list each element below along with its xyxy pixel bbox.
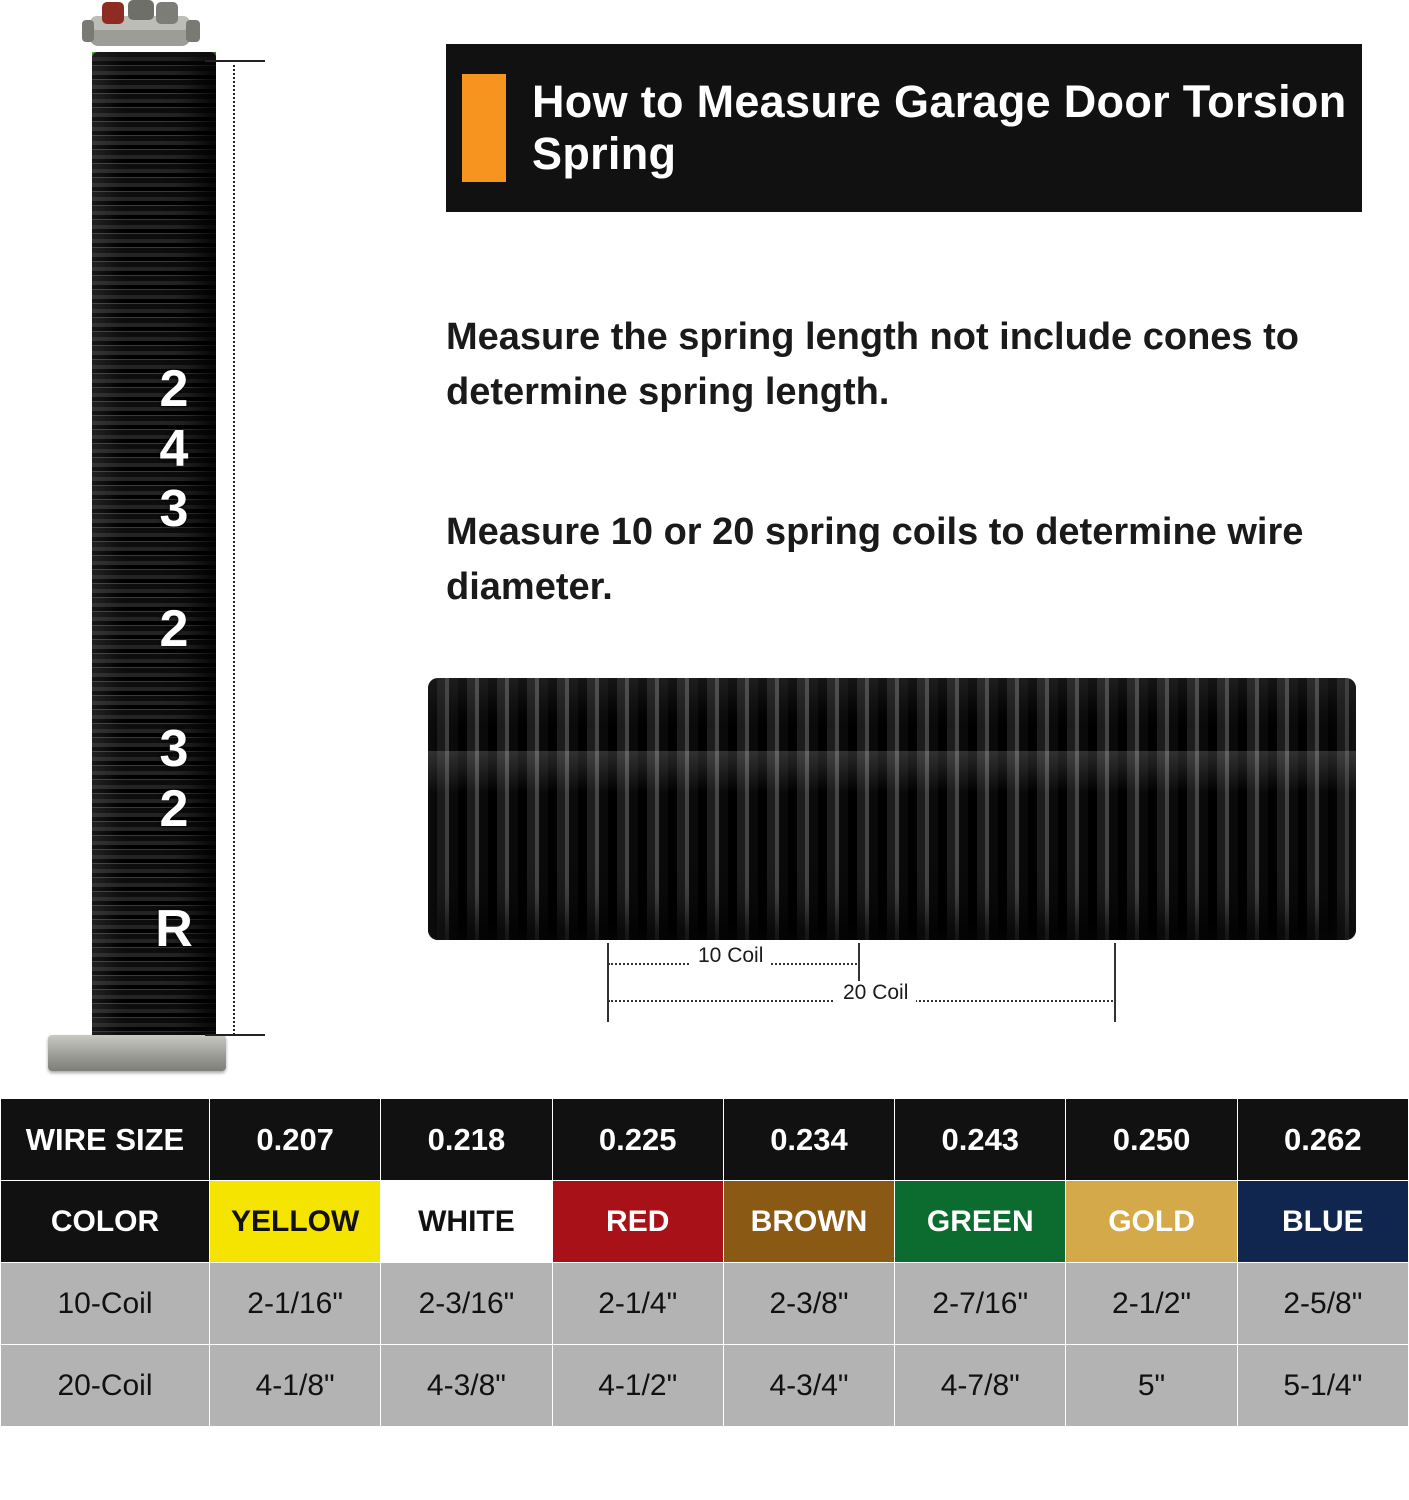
table-cell: 4-7/8" [895,1345,1066,1427]
row-label: 10-Coil [1,1263,210,1345]
coil-closeup-photo [428,678,1356,940]
table-cell: 2-3/16" [381,1263,552,1345]
twenty-coil-label: 20 Coil [835,981,916,1005]
table-cell: BROWN [723,1181,894,1263]
title-banner [446,44,1362,212]
twenty-coil-tick-right [1114,943,1116,1022]
table-cell: 2-1/4" [552,1263,723,1345]
table-cell: 0.250 [1066,1099,1237,1181]
table-cell: 5-1/4" [1237,1345,1408,1427]
table-cell: 0.218 [381,1099,552,1181]
table-row [1,1263,1409,1345]
page-title: How to Measure Garage Door Torsion Spring [532,76,1347,179]
spring-stamp-label: 243 2 32 R [145,360,203,960]
table-cell: 0.243 [895,1099,1066,1181]
spring-cone-icon [72,0,208,56]
table-cell: 0.234 [723,1099,894,1181]
wire-size-color-table [0,1098,1409,1427]
measure-length-line [233,60,237,1035]
table-cell: 2-3/8" [723,1263,894,1345]
instruction-text-1: Measure the spring length not include cones to determine spring length. [446,316,1299,414]
row-label: WIRE SIZE [1,1099,210,1181]
table-row [1,1181,1409,1263]
table-cell: BLUE [1237,1181,1408,1263]
table-cell: 0.225 [552,1099,723,1181]
measure-cap-bottom [205,1034,265,1036]
spring-mounting-plate [48,1035,226,1071]
ten-coil-label: 10 Coil [690,944,771,968]
table-cell: 0.207 [210,1099,381,1181]
table-cell: 4-3/4" [723,1345,894,1427]
table-cell: 0.262 [1237,1099,1408,1181]
table-cell: 4-1/8" [210,1345,381,1427]
row-label: COLOR [1,1181,210,1263]
table-cell: GREEN [895,1181,1066,1263]
table-cell: 4-1/2" [552,1345,723,1427]
table-cell: 2-7/16" [895,1263,1066,1345]
row-label: 20-Coil [1,1345,210,1427]
table-cell: GOLD [1066,1181,1237,1263]
title-accent-bar [462,74,506,182]
table-cell: RED [552,1181,723,1263]
table-body [1,1099,1409,1427]
table-cell: 2-1/16" [210,1263,381,1345]
table-cell: WHITE [381,1181,552,1263]
table-cell: YELLOW [210,1181,381,1263]
torsion-spring-illustration [0,0,400,1090]
table-row [1,1099,1409,1181]
table-cell: 5" [1066,1345,1237,1427]
table-row [1,1345,1409,1427]
table-cell: 2-5/8" [1237,1263,1408,1345]
table-cell: 4-3/8" [381,1345,552,1427]
instruction-text-2: Measure 10 or 20 spring coils to determine wire diameter. [446,511,1304,609]
table-cell: 2-1/2" [1066,1263,1237,1345]
